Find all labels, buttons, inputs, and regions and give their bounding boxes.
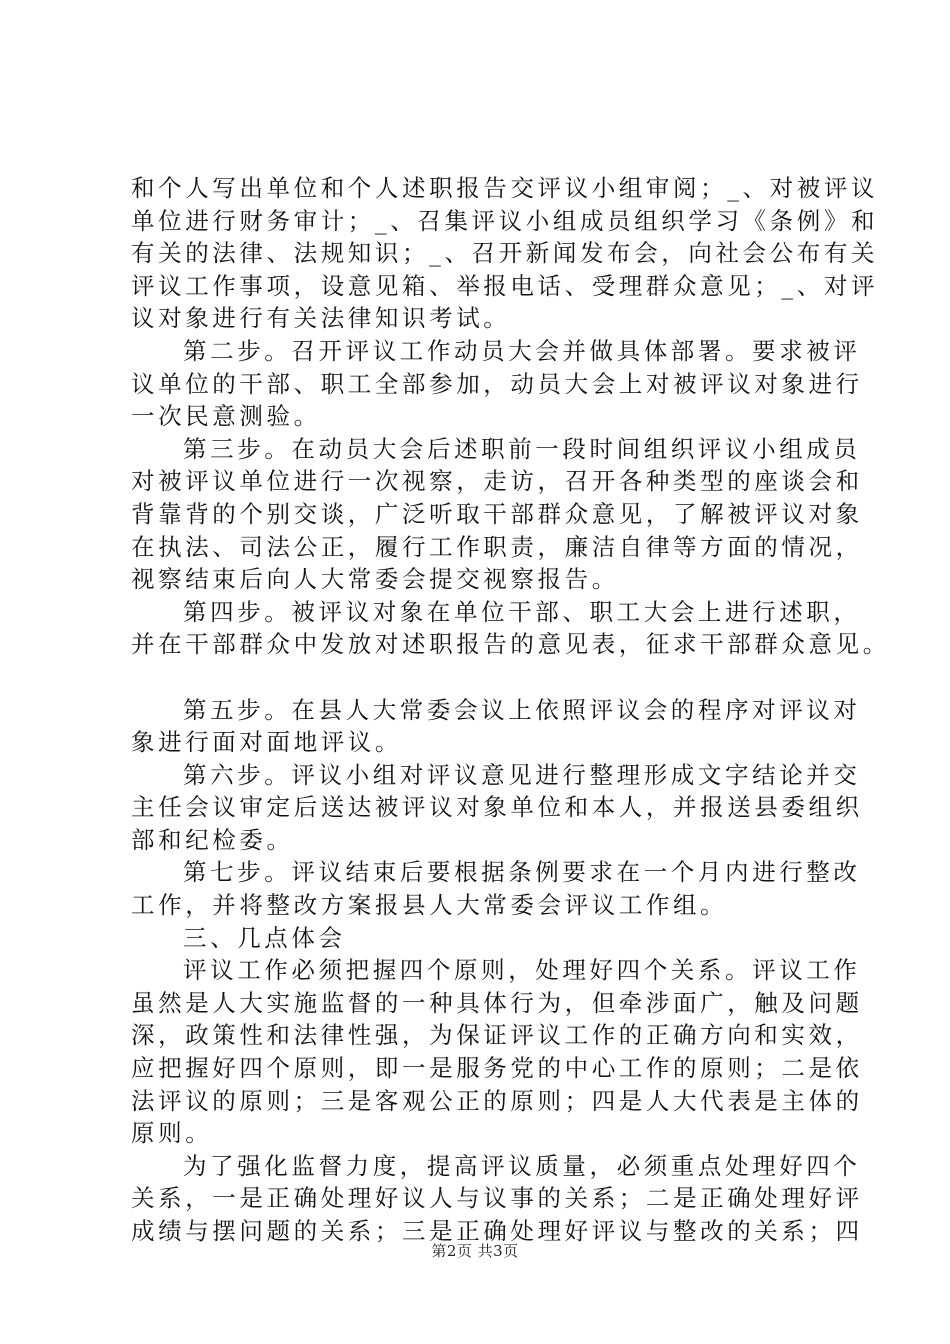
text-line: 一次民意测验。 — [131, 402, 321, 431]
text-line: 评议工作事项，设意见箱、举报电话、受理群众意见；_、对评 — [131, 271, 879, 300]
text-line: 议对象进行有关法律知识考试。 — [131, 304, 511, 333]
blank-line — [131, 661, 836, 694]
text-line: 虽然是人大实施监督的一种具体行为，但牵涉面广，触及问题 — [131, 988, 863, 1017]
text-line: 背靠背的个别交谈，广泛听取干部群众意见，了解被评议对象 — [131, 499, 863, 528]
text-line: 第七步。评议结束后要根据条例要求在一个月内进行整改 — [183, 858, 861, 887]
text-line: 主任会议审定后送达被评议对象单位和本人，并报送县委组织 — [131, 793, 863, 822]
text-line: 部和纪检委。 — [131, 825, 294, 854]
text-line: 议单位的干部、职工全部参加，动员大会上对被评议对象进行 — [131, 369, 863, 398]
text-line: 第二步。召开评议工作动员大会并做具体部署。要求被评 — [183, 336, 861, 365]
text-line: 评议工作必须把握四个原则，处理好四个关系。评议工作 — [183, 956, 861, 985]
text-line: 在执法、司法公正，履行工作职责，廉洁自律等方面的情况， — [131, 532, 863, 561]
text-line: 象进行面对面地评议。 — [131, 728, 402, 757]
text-line: 和个人写出单位和个人述职报告交评议小组审阅；_、对被评议 — [131, 174, 879, 202]
text-line: 第四步。被评议对象在单位干部、职工大会上进行述职， — [183, 597, 861, 626]
document-body — [131, 172, 890, 1248]
text-line: 视察结束后向人大常委会提交视察报告。 — [131, 565, 619, 594]
text-line: 三、几点体会 — [183, 923, 346, 952]
text-line: 成绩与摆问题的关系；三是正确处理好评议与整改的关系；四 — [131, 1217, 863, 1245]
text-line: 对被评议单位进行一次视察，走访，召开各种类型的座谈会和 — [131, 467, 863, 496]
text-line: 第三步。在动员大会后述职前一段时间组织评议小组成员 — [183, 434, 861, 463]
text-line: 深，政策性和法律性强，为保证评议工作的正确方向和实效， — [131, 1021, 863, 1050]
text-line: 应把握好四个原则，即一是服务党的中心工作的原则；二是依 — [131, 1054, 863, 1083]
text-line: 工作，并将整改方案报县人大常委会评议工作组。 — [131, 891, 728, 920]
text-line: 关系，一是正确处理好议人与议事的关系；二是正确处理好评 — [131, 1184, 863, 1213]
page-number-footer: 第2页 共3页 — [431, 1242, 519, 1260]
text-line: 第六步。评议小组对评议意见进行整理形成文字结论并交 — [183, 760, 861, 789]
text-line: 单位进行财务审计；_、召集评议小组成员组织学习《条例》和 — [131, 206, 879, 235]
text-line: 第五步。在县人大常委会议上依照评议会的程序对评议对 — [183, 695, 861, 724]
text-line: 法评议的原则；三是客观公正的原则；四是人大代表是主体的 — [131, 1086, 863, 1115]
text-line: 有关的法律、法规知识；_、召开新闻发布会，向社会公布有关 — [131, 239, 879, 268]
text-line: 为了强化监督力度，提高评议质量，必须重点处理好四个 — [183, 1151, 861, 1180]
text-line: 并在干部群众中发放对述职报告的意见表，征求干部群众意见。 — [131, 630, 890, 659]
text-line: 原则。 — [131, 1119, 213, 1148]
